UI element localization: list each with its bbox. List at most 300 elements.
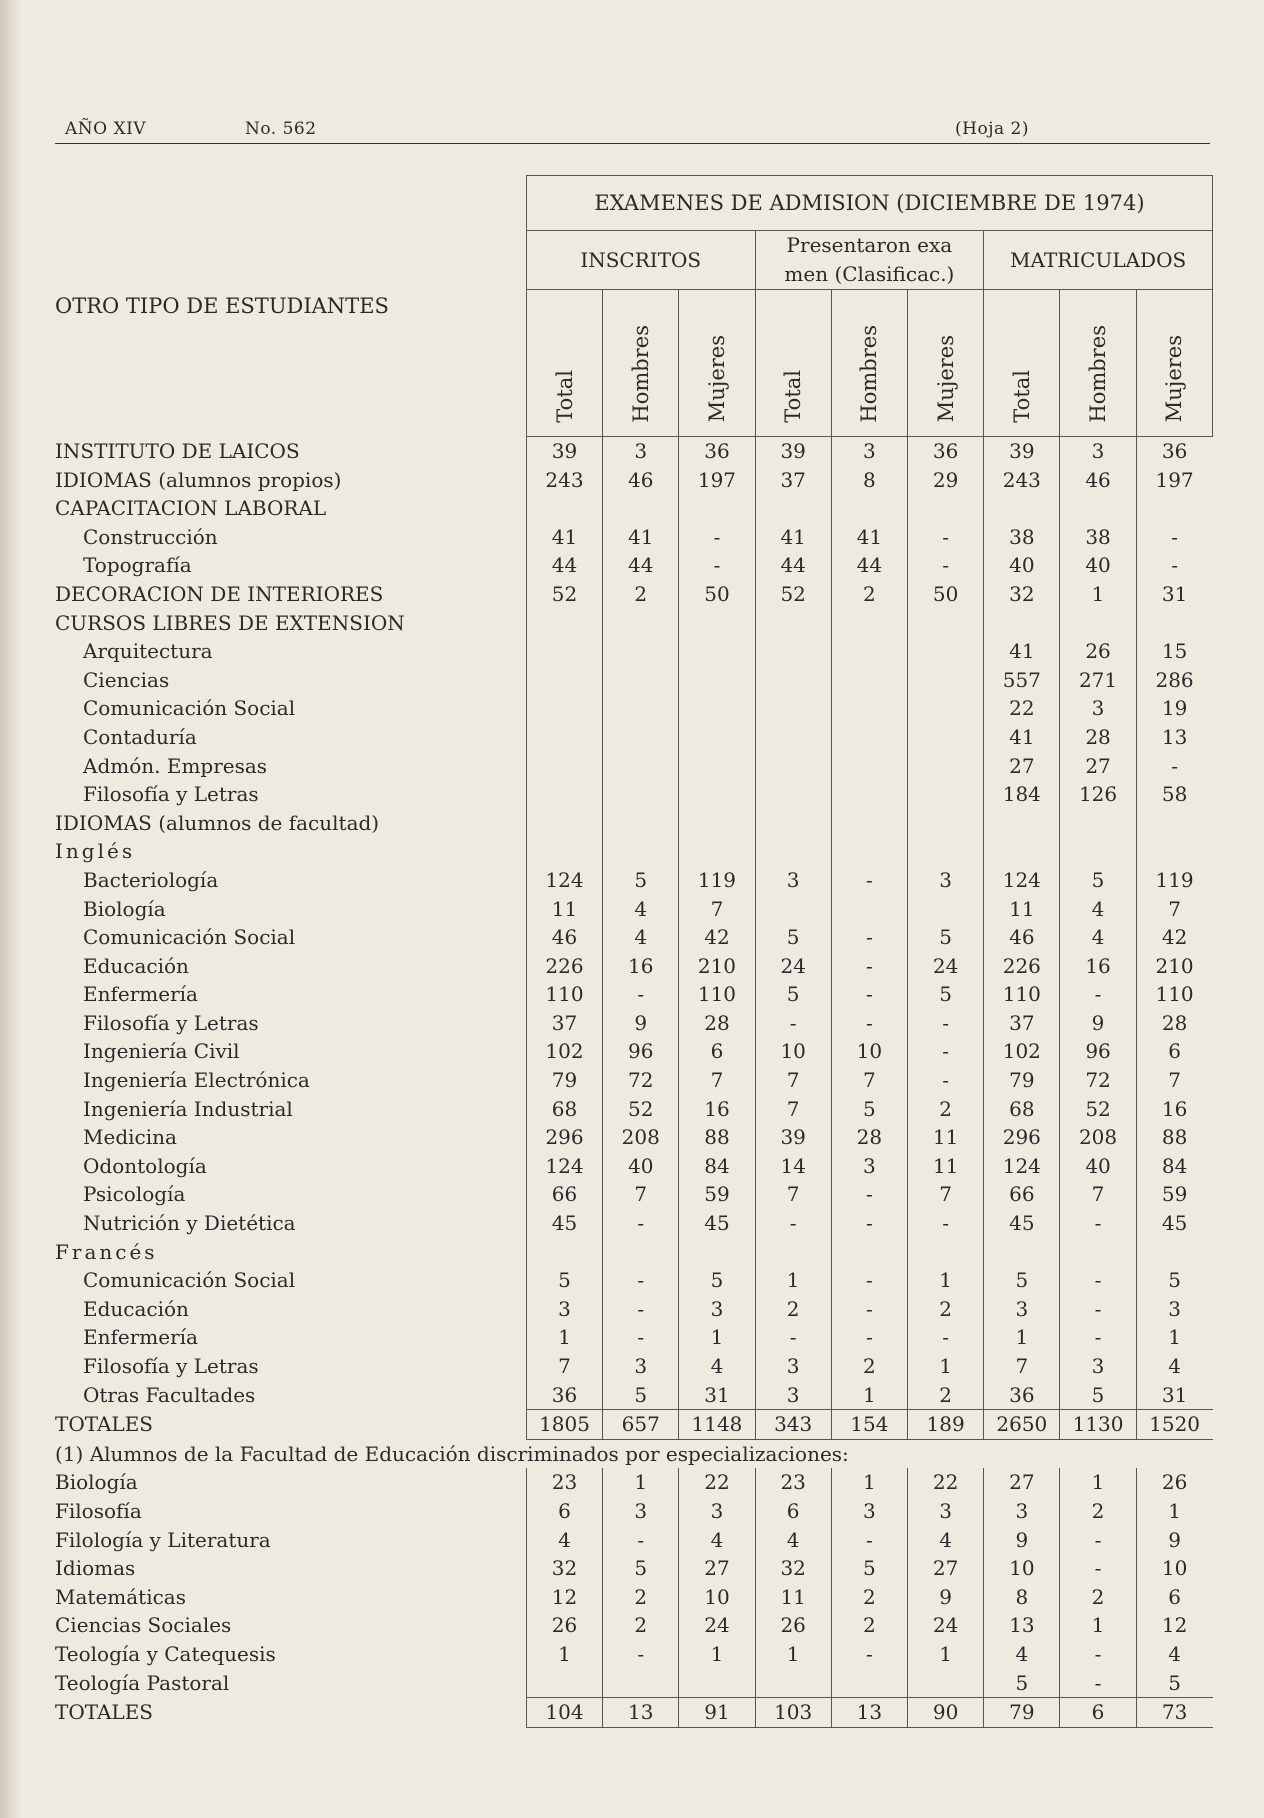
cell-value: 5	[603, 866, 679, 895]
row-label: Topografía	[83, 553, 192, 578]
cell-value: 4	[1060, 895, 1136, 924]
cell-value: 59	[679, 1180, 755, 1209]
cell-value: 4	[984, 1640, 1060, 1669]
cell-value: -	[1060, 980, 1136, 1009]
cell-value	[1136, 609, 1212, 638]
cell-value: 32	[984, 580, 1060, 609]
cell-value	[1136, 494, 1212, 523]
cell-value: 41	[831, 523, 907, 552]
cell-value	[908, 666, 984, 695]
cell-value: 103	[755, 1698, 831, 1728]
page-header	[55, 113, 1210, 144]
cell-value: 41	[984, 637, 1060, 666]
cell-value: 2650	[984, 1410, 1060, 1440]
row-label: Contaduría	[83, 724, 197, 749]
cell-value: 3	[755, 1352, 831, 1381]
row-label: CURSOS LIBRES DE EXTENSION	[55, 610, 405, 635]
table-row	[55, 1152, 1213, 1181]
cell-value: -	[1060, 1323, 1136, 1352]
cell-value: 6	[1136, 1037, 1212, 1066]
cell-value	[603, 752, 679, 781]
cell-value: 7	[526, 1352, 602, 1381]
cell-value: 38	[984, 523, 1060, 552]
cell-value: 124	[526, 1152, 602, 1181]
cell-value: 52	[755, 580, 831, 609]
page-edge	[0, 0, 22, 1818]
table-row	[55, 952, 1213, 981]
cell-value: 1	[1060, 580, 1136, 609]
row-label: Ingeniería Civil	[83, 1039, 240, 1064]
row-label: Nutrición y Dietética	[83, 1211, 296, 1236]
subcol-label: Hombres	[1086, 324, 1111, 423]
subcol-header	[1136, 290, 1212, 437]
cell-value: 11	[526, 895, 602, 924]
cell-value: 36	[908, 437, 984, 466]
note-text: (1) Alumnos de la Facultad de Educación discriminados por especializaciones:	[55, 1441, 849, 1466]
cell-value	[526, 809, 602, 838]
cell-value: 1	[908, 1640, 984, 1669]
cell-value: 7	[1060, 1180, 1136, 1209]
row-label: DECORACION DE INTERIORES	[55, 581, 384, 606]
cell-value: 7	[755, 1066, 831, 1095]
cell-value	[526, 723, 602, 752]
cell-value: 12	[526, 1583, 602, 1612]
cell-value: 3	[984, 1497, 1060, 1526]
cell-value: 243	[984, 466, 1060, 495]
cell-value: 31	[1136, 1381, 1212, 1410]
cell-value: 5	[984, 1266, 1060, 1295]
cell-value: 24	[679, 1611, 755, 1640]
subcol-header	[679, 290, 755, 437]
table-row	[55, 809, 1213, 838]
row-label: Comunicación Social	[83, 696, 296, 721]
cell-value: 36	[679, 437, 755, 466]
cell-value: 72	[603, 1066, 679, 1095]
cell-value: 27	[679, 1554, 755, 1583]
cell-value: 79	[984, 1698, 1060, 1728]
cell-value: -	[831, 1266, 907, 1295]
table-row	[55, 837, 1213, 866]
cell-value: 9	[603, 1009, 679, 1038]
cell-value: 45	[526, 1209, 602, 1238]
cell-value: 4	[1136, 1640, 1212, 1669]
row-label: Biología	[55, 1470, 138, 1495]
cell-value	[679, 637, 755, 666]
cell-value	[603, 637, 679, 666]
cell-value: 44	[831, 551, 907, 580]
cell-value	[526, 694, 602, 723]
cell-value: 23	[755, 1468, 831, 1497]
cell-value: 10	[984, 1554, 1060, 1583]
cell-value: -	[908, 1209, 984, 1238]
cell-value: 2	[831, 1352, 907, 1381]
cell-value: 2	[908, 1381, 984, 1410]
cell-value: 68	[526, 1095, 602, 1124]
row-label: Otras Facultades	[83, 1382, 256, 1407]
cell-value	[755, 723, 831, 752]
cell-value: 5	[526, 1266, 602, 1295]
table-row	[55, 1009, 1213, 1038]
cell-value	[526, 780, 602, 809]
cell-value: 110	[984, 980, 1060, 1009]
cell-value: 66	[984, 1180, 1060, 1209]
cell-value: 28	[1136, 1009, 1212, 1038]
cell-value	[831, 752, 907, 781]
table-row	[55, 466, 1213, 495]
cell-value: 45	[1136, 1209, 1212, 1238]
cell-value: 13	[1136, 723, 1212, 752]
row-label: Matemáticas	[55, 1584, 186, 1609]
cell-value: 96	[603, 1037, 679, 1066]
subcol-label: Mujeres	[704, 335, 729, 423]
cell-value: 42	[1136, 923, 1212, 952]
cell-value: 16	[1060, 952, 1136, 981]
cell-value: -	[831, 1640, 907, 1669]
cell-value: 38	[1060, 523, 1136, 552]
cell-value: 184	[984, 780, 1060, 809]
group-inscritos: INSCRITOS	[526, 231, 755, 290]
cell-value: 1	[603, 1468, 679, 1497]
cell-value: 39	[755, 437, 831, 466]
cell-value: 119	[1136, 866, 1212, 895]
cell-value: 11	[755, 1583, 831, 1612]
cell-value: 46	[1060, 466, 1136, 495]
cell-value: 41	[603, 523, 679, 552]
table-row	[55, 1066, 1213, 1095]
cell-value: 3	[526, 1295, 602, 1324]
cell-value: 7	[679, 1066, 755, 1095]
cell-value: 32	[526, 1554, 602, 1583]
cell-value: 39	[526, 437, 602, 466]
subcol-header	[526, 290, 602, 437]
cell-value	[831, 694, 907, 723]
cell-value: 5	[1136, 1669, 1212, 1698]
table-row	[55, 494, 1213, 523]
cell-value	[679, 494, 755, 523]
cell-value: 2	[603, 1583, 679, 1612]
cell-value: 26	[526, 1611, 602, 1640]
cell-value: 208	[603, 1123, 679, 1152]
cell-value: 5	[755, 980, 831, 1009]
totals-row	[55, 1410, 1213, 1440]
cell-value: 27	[908, 1554, 984, 1583]
cell-value: 26	[1136, 1468, 1212, 1497]
subcol-header	[984, 290, 1060, 437]
cell-value: 37	[526, 1009, 602, 1038]
subcol-label: Total	[781, 369, 806, 423]
cell-value: 3	[908, 1497, 984, 1526]
cell-value	[755, 780, 831, 809]
cell-value: 66	[526, 1180, 602, 1209]
cell-value: 3	[679, 1497, 755, 1526]
row-label: Idiomas	[55, 1556, 136, 1581]
cell-value: 7	[984, 1352, 1060, 1381]
row-label: Educación	[83, 1296, 189, 1321]
cell-value: 208	[1060, 1123, 1136, 1152]
row-label: Inglés	[55, 839, 136, 864]
cell-value: 3	[679, 1295, 755, 1324]
cell-value: 22	[908, 1468, 984, 1497]
cell-value: 13	[603, 1698, 679, 1728]
cell-value: 1520	[1136, 1410, 1212, 1440]
table-row	[55, 723, 1213, 752]
cell-value: -	[1060, 1295, 1136, 1324]
cell-value: 72	[1060, 1066, 1136, 1095]
cell-value: 1	[526, 1640, 602, 1669]
cell-value: 102	[984, 1037, 1060, 1066]
cell-value: 5	[755, 923, 831, 952]
cell-value: 88	[679, 1123, 755, 1152]
cell-value: 1	[908, 1352, 984, 1381]
cell-value	[526, 666, 602, 695]
cell-value: 23	[526, 1468, 602, 1497]
cell-value	[908, 494, 984, 523]
row-label: Filosofía	[55, 1498, 142, 1523]
table-row	[55, 1095, 1213, 1124]
table-row	[55, 1554, 1213, 1583]
cell-value: 2	[908, 1295, 984, 1324]
cell-value: -	[1136, 752, 1212, 781]
cell-value: 2	[603, 580, 679, 609]
subcol-label: Mujeres	[933, 335, 958, 423]
cell-value: -	[831, 1323, 907, 1352]
cell-value	[984, 494, 1060, 523]
cell-value	[526, 609, 602, 638]
table-row	[55, 637, 1213, 666]
cell-value: 9	[1060, 1009, 1136, 1038]
subcol-label: Total	[552, 369, 577, 423]
note-row	[55, 1439, 1213, 1468]
cell-value: 46	[984, 923, 1060, 952]
cell-value: 7	[1136, 895, 1212, 924]
cell-value: 5	[831, 1554, 907, 1583]
table-row	[55, 694, 1213, 723]
cell-value: -	[831, 952, 907, 981]
cell-value	[831, 809, 907, 838]
table-row	[55, 1266, 1213, 1295]
cell-value: -	[755, 1009, 831, 1038]
cell-value: 44	[755, 551, 831, 580]
cell-value: 19	[1136, 694, 1212, 723]
cell-value: 8	[984, 1583, 1060, 1612]
cell-value: 4	[1136, 1352, 1212, 1381]
cell-value: 68	[984, 1095, 1060, 1124]
cell-value	[831, 666, 907, 695]
cell-value	[603, 723, 679, 752]
cell-value: 3	[1060, 437, 1136, 466]
cell-value: 3	[1136, 1295, 1212, 1324]
row-label: Ingeniería Electrónica	[83, 1068, 310, 1093]
cell-value	[603, 666, 679, 695]
cell-value: 3	[831, 437, 907, 466]
cell-value: 31	[1136, 580, 1212, 609]
cell-value: 10	[1136, 1554, 1212, 1583]
cell-value	[755, 637, 831, 666]
cell-value: 27	[984, 1468, 1060, 1497]
cell-value	[1060, 1238, 1136, 1267]
cell-value: 45	[984, 1209, 1060, 1238]
table-row	[55, 980, 1213, 1009]
cell-value: 1	[1136, 1497, 1212, 1526]
cell-value: 22	[679, 1468, 755, 1497]
table-row	[55, 1669, 1213, 1698]
cell-value: 1805	[526, 1410, 602, 1440]
row-label: Comunicación Social	[83, 1268, 296, 1293]
cell-value: 6	[1136, 1583, 1212, 1612]
cell-value: 44	[526, 551, 602, 580]
cell-value	[908, 837, 984, 866]
cell-value	[679, 752, 755, 781]
row-label: TOTALES	[55, 1700, 154, 1725]
cell-value	[603, 609, 679, 638]
cell-value: 5	[908, 980, 984, 1009]
cell-value	[603, 1669, 679, 1698]
cell-value: 7	[831, 1066, 907, 1095]
cell-value: 4	[603, 895, 679, 924]
cell-value: -	[908, 1037, 984, 1066]
cell-value: -	[908, 1323, 984, 1352]
cell-value	[603, 780, 679, 809]
cell-value: 14	[755, 1152, 831, 1181]
cell-value: 9	[984, 1526, 1060, 1555]
cell-value	[526, 1669, 602, 1698]
subcol-label: Hombres	[628, 324, 653, 423]
row-header: OTRO TIPO DE ESTUDIANTES	[55, 293, 389, 318]
cell-value: 27	[984, 752, 1060, 781]
cell-value: 210	[679, 952, 755, 981]
table-row	[55, 1209, 1213, 1238]
cell-value: 1148	[679, 1410, 755, 1440]
cell-value: 2	[603, 1611, 679, 1640]
cell-value: -	[1060, 1266, 1136, 1295]
cell-value: 226	[526, 952, 602, 981]
cell-value: 3	[831, 1497, 907, 1526]
cell-value	[526, 837, 602, 866]
cell-value	[908, 1669, 984, 1698]
cell-value: 1	[679, 1323, 755, 1352]
cell-value: 84	[1136, 1152, 1212, 1181]
cell-value: 271	[1060, 666, 1136, 695]
cell-value: 52	[526, 580, 602, 609]
cell-value: 7	[603, 1180, 679, 1209]
cell-value: 5	[603, 1381, 679, 1410]
row-label: Construcción	[83, 524, 218, 549]
cell-value: 5	[908, 923, 984, 952]
cell-value: 27	[1060, 752, 1136, 781]
cell-value: 7	[908, 1180, 984, 1209]
cell-value	[831, 1669, 907, 1698]
cell-value: 2	[831, 580, 907, 609]
cell-value: 26	[755, 1611, 831, 1640]
cell-value: 90	[908, 1698, 984, 1728]
cell-value: -	[1060, 1526, 1136, 1555]
table-row	[55, 923, 1213, 952]
cell-value: 1	[526, 1323, 602, 1352]
cell-value: 16	[679, 1095, 755, 1124]
table-row	[55, 1381, 1213, 1410]
cell-value: 79	[984, 1066, 1060, 1095]
cell-value	[755, 837, 831, 866]
cell-value: 2	[831, 1611, 907, 1640]
cell-value: 7	[755, 1095, 831, 1124]
cell-value: 79	[526, 1066, 602, 1095]
cell-value: -	[603, 1526, 679, 1555]
cell-value: 6	[526, 1497, 602, 1526]
cell-value	[984, 1238, 1060, 1267]
row-label: Teología y Catequesis	[55, 1641, 276, 1666]
table-row	[55, 437, 1213, 466]
cell-value: 24	[755, 952, 831, 981]
cell-value: 4	[679, 1352, 755, 1381]
subcol-header	[1060, 290, 1136, 437]
cell-value: 110	[526, 980, 602, 1009]
cell-value: 1	[984, 1323, 1060, 1352]
cell-value: 1	[908, 1266, 984, 1295]
table-row	[55, 1037, 1213, 1066]
cell-value: 44	[603, 551, 679, 580]
cell-value: -	[1136, 523, 1212, 552]
table-row	[55, 551, 1213, 580]
cell-value: 197	[1136, 466, 1212, 495]
cell-value: 36	[984, 1381, 1060, 1410]
subcol-header	[908, 290, 984, 437]
cell-value	[755, 895, 831, 924]
cell-value: 110	[679, 980, 755, 1009]
row-label: Ingeniería Industrial	[83, 1096, 293, 1121]
cell-value: 4	[679, 1526, 755, 1555]
cell-value: 1	[679, 1640, 755, 1669]
table-row	[55, 1352, 1213, 1381]
cell-value: 5	[679, 1266, 755, 1295]
cell-value: 41	[526, 523, 602, 552]
cell-value: 10	[831, 1037, 907, 1066]
cell-value: -	[1060, 1554, 1136, 1583]
cell-value: 91	[679, 1698, 755, 1728]
row-label: Medicina	[83, 1125, 177, 1150]
cell-value	[908, 809, 984, 838]
cell-value	[755, 1238, 831, 1267]
cell-value: 124	[984, 866, 1060, 895]
cell-value: 5	[1060, 1381, 1136, 1410]
table-row	[55, 1123, 1213, 1152]
cell-value: 52	[1060, 1095, 1136, 1124]
cell-value: 226	[984, 952, 1060, 981]
cell-value: 2	[831, 1583, 907, 1612]
cell-value	[908, 723, 984, 752]
table-row	[55, 895, 1213, 924]
cell-value: -	[603, 1295, 679, 1324]
cell-value	[984, 809, 1060, 838]
cell-value: 41	[755, 523, 831, 552]
cell-value: 1	[755, 1640, 831, 1669]
cell-value: -	[603, 1209, 679, 1238]
cell-value	[755, 809, 831, 838]
cell-value: 88	[1136, 1123, 1212, 1152]
cell-value: 41	[984, 723, 1060, 752]
table-row	[55, 1583, 1213, 1612]
cell-value: 3	[603, 1497, 679, 1526]
row-label: Filosofía y Letras	[83, 782, 259, 807]
table-row	[55, 666, 1213, 695]
cell-value: 3	[1060, 1352, 1136, 1381]
cell-value: 50	[908, 580, 984, 609]
cell-value	[755, 694, 831, 723]
cell-value: 296	[984, 1123, 1060, 1152]
cell-value: 2	[755, 1295, 831, 1324]
cell-value: 16	[603, 952, 679, 981]
cell-value: 3	[603, 1352, 679, 1381]
cell-value: 557	[984, 666, 1060, 695]
